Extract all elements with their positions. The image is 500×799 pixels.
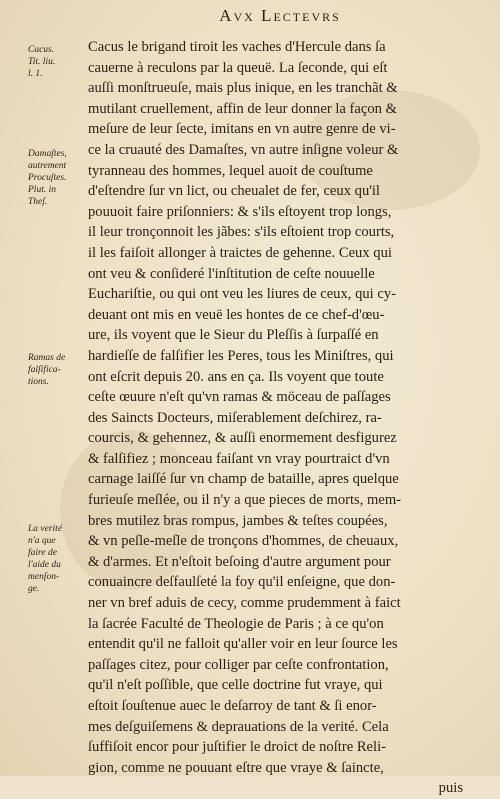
text-line: & d'armes. Et n'eſtoit beſoing d'autre argument pour	[88, 553, 391, 570]
text-line: Cacus le brigand tiroit les vaches d'Hercule dans ſa	[88, 39, 386, 55]
text-line: mes deſguiſemens & deprauations de la verité. Cela	[88, 718, 389, 735]
text-line: il leur tronçonnoit les jãbes: s'ils eſtoient trop courts,	[88, 224, 395, 241]
margin-note-cacus	[28, 44, 84, 80]
running-header: Avx Lectevrs	[219, 6, 341, 25]
text-line: ſuffiſoit encor pour juſtifier le droict de noſtre Reli-	[88, 739, 387, 756]
margin-note-line: Ramas de	[28, 353, 66, 363]
text-line: entendit qu'il ne falloit qu'aller voir en leur ſource les	[88, 636, 398, 653]
margin-note-line: Plut. in	[28, 185, 56, 195]
text-line: Euchariſtie, ou qui ont veu les liures de ceux, qui cy-	[88, 286, 397, 303]
margin-note-line: falſifica-	[28, 365, 61, 375]
text-line: paſſages citez, pour colliger par ceſte confrontation,	[88, 656, 389, 673]
text-line: ure, ils voyent que le Sieur du Pleſſis à ſurpaſſé en	[88, 327, 379, 344]
margin-note-line: tions.	[28, 377, 49, 387]
text-line: ont eſcrit depuis 20. ans en ça. Ils voyent que toute	[88, 368, 384, 385]
text-line: courcis, & gehennez, & auſſi enormement desfigurez	[88, 430, 397, 447]
margin-note-ramas	[28, 352, 84, 388]
text-line: meſure de leur ſecte, imitans en vn autre genre de vi-	[88, 121, 396, 138]
text-line: ner vn bref aduis de cecy, comme prudemment à faict	[88, 595, 401, 612]
text-line: mutilant cruellement, affin de leur donner la façon &	[88, 100, 397, 117]
margin-note-line: Tit. liu.	[28, 57, 56, 67]
text-line: deuant ont mis en veuë les hontes de ce chef-d'œu-	[88, 306, 385, 323]
catchword: puis	[438, 780, 463, 797]
margin-note-damastes	[28, 148, 84, 208]
text-line: & vn peſle-meſle de tronçons d'hommes, de cheuaux,	[88, 533, 399, 550]
text-line: ceſte œuure n'eſt qu'vn ramas & möceau de paſſages	[88, 389, 391, 406]
text-line: gion, comme ne pouuant eſtre que vraye & ſaincte,	[88, 759, 384, 776]
text-line: tyranneau des hommes, lequel auoit de couſtume	[88, 162, 373, 179]
margin-note-line: Theſ.	[28, 197, 48, 207]
margin-note-line: autrement	[28, 161, 67, 171]
text-line: carnage laiſſé ſur vn champ de bataille, apres quelque	[88, 471, 399, 488]
text-line: eſtoit ſouſtenue auec le deſarroy de tant & ſi enor-	[88, 698, 377, 714]
text-line: ce la cruauté des Damaſtes, vn autre inſigne voleur &	[88, 141, 399, 158]
margin-note-line: faire de	[28, 548, 57, 558]
text-line: la ſacrée Faculté de Theologie de Paris ; à ce qu'on	[88, 615, 384, 632]
margin-note-verite	[28, 523, 84, 595]
margin-note-line: ge.	[28, 584, 40, 594]
text-line: & falſifiez ; monceau faiſant vn vray pourtraict d'vn	[88, 450, 390, 467]
text-line: des Saincts Docteurs, miſerablement deſchirez, ra-	[88, 409, 382, 426]
margin-note-line: Damaſtes,	[28, 149, 67, 159]
margin-note-line: n'a que	[28, 536, 56, 546]
text-line: auſſi monſtrueuſe, mais plus inique, en les tranchãt &	[88, 80, 398, 97]
text-line: cauerne à reculons par la queuë. La ſeconde, qui eſt	[88, 59, 388, 76]
margin-note-line: menſon-	[28, 572, 60, 582]
text-line: hardieſſe de falſifier les Peres, tous les Miniſtres, qui	[88, 347, 394, 364]
margin-note-line: Cacus.	[28, 45, 55, 55]
text-line: conuaincre deſfaulſeté la foy qu'il enſeigne, que don-	[88, 574, 396, 591]
margin-note-line: La verité	[28, 524, 63, 534]
margin-note-line: Procuſtes.	[28, 173, 67, 183]
text-line: d'eſtendre ſur vn lict, ou cheualet de fer, ceux qu'il	[88, 183, 380, 200]
text-line: qu'il n'eſt poſſible, que celle doctrine fut vraye, qui	[88, 677, 383, 694]
text-line: furieuſe meſlée, ou il n'y a que pieces de morts, mem-	[88, 492, 402, 509]
body-text	[88, 37, 463, 799]
margin-note-line: l. 1.	[28, 69, 43, 79]
text-line: bres mutilez bras rompus, jambes & teſtes coupées,	[88, 512, 388, 529]
text-line: il les faiſoit allonger à traictes de gehenne. Ceux qui	[88, 244, 392, 261]
text-line: pouuoit faire priſonniers: & s'ils eſtoyent trop longs,	[88, 203, 392, 220]
text-line: ont veu & conſideré l'inſtitution de ceſte nouuelle	[88, 265, 375, 282]
margin-note-line: l'aide du	[28, 560, 61, 570]
